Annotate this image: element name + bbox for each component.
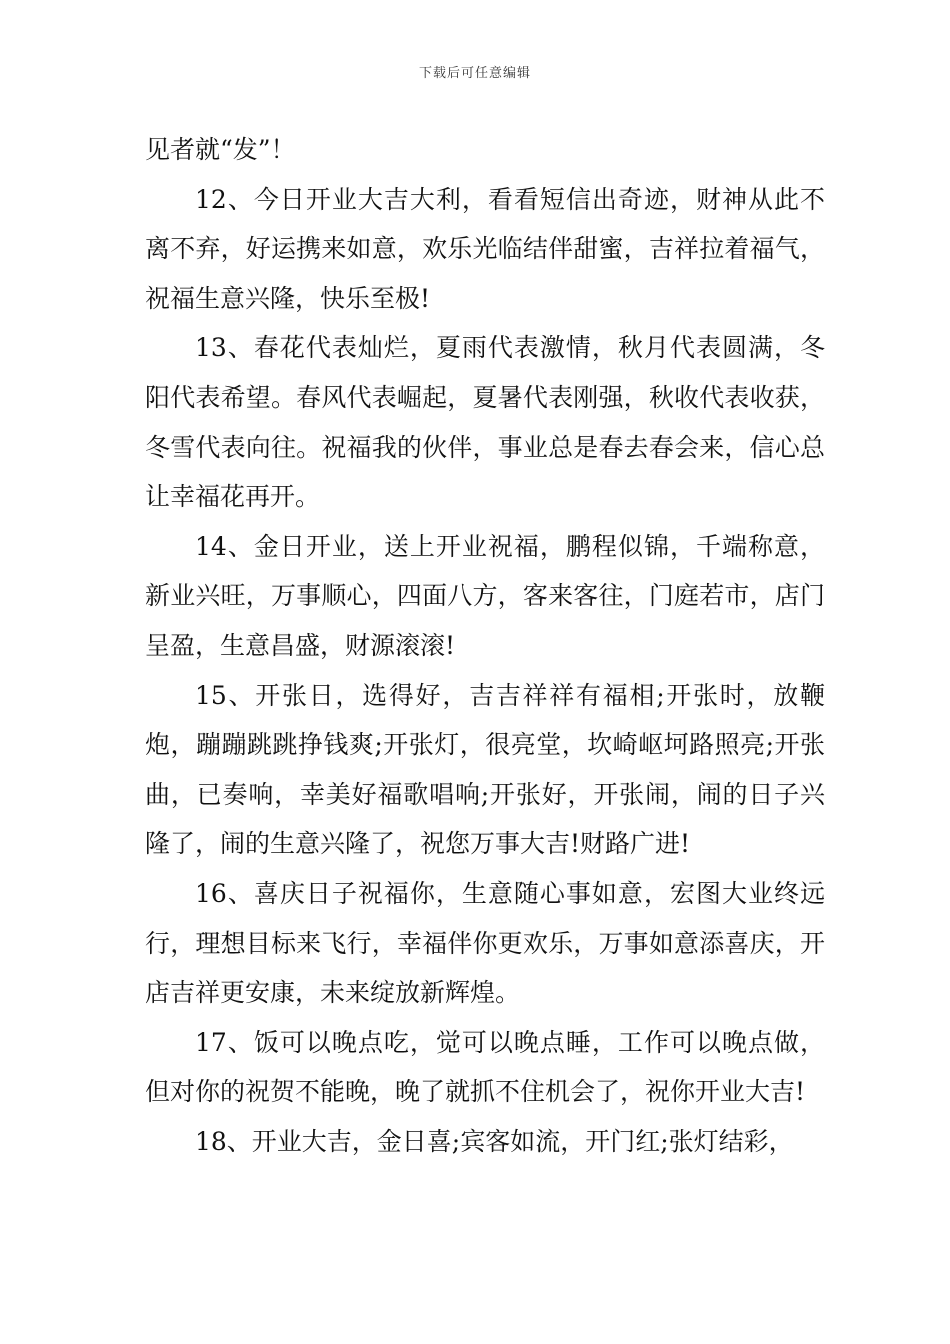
paragraph-13: 13、春花代表灿烂，夏雨代表激情，秋月代表圆满，冬阳代表希望。春风代表崛起，夏暑代表刚强，秋收代表收获，冬雪代表向往。祝福我的伙伴，事业总是春去春会来，信心总让幸福花再开。 <box>145 333 825 512</box>
paragraph-14: 14、金日开业，送上开业祝福，鹏程似锦，千端称意，新业兴旺，万事顺心，四面八方，客来客往，门庭若市，店门呈盈，生意昌盛，财源滚滚! <box>145 531 825 660</box>
paragraph-15: 15、开张日，选得好，吉吉祥祥有福相;开张时，放鞭炮，蹦蹦跳跳挣钱爽;开张灯，很亮堂，坎崎岖坷路照亮;开张曲，已奏响，幸美好福歌唱响;开张好，开张闹，闹的日子兴隆了，闹的生意兴隆了，祝您万事大吉!财路广进! <box>145 680 825 859</box>
paragraph-12: 12、今日开业大吉大利，看看短信出奇迹，财神从此不离不弃，好运携来如意，欢乐光临结伴甜蜜，吉祥拉着福气，祝福生意兴隆，快乐至极! <box>145 184 825 313</box>
paragraph-17: 17、饭可以晚点吃，觉可以晚点睡，工作可以晚点做，但对你的祝贺不能晚，晚了就抓不住机会了，祝你开业大吉! <box>145 1027 825 1107</box>
paragraph-18: 18、开业大吉，金日喜;宾客如流，开门红;张灯结彩， <box>195 1126 794 1156</box>
paragraph-continuation: 见者就“发”！ <box>145 135 296 164</box>
paragraph-16: 16、喜庆日子祝福你，生意随心事如意，宏图大业终远行，理想目标来飞行，幸福伴你更欢乐，万事如意添喜庆，开店吉祥更安康，未来绽放新辉煌。 <box>145 878 825 1008</box>
document-body <box>145 125 825 1166</box>
page-header: 下载后可任意编辑 <box>418 66 531 81</box>
